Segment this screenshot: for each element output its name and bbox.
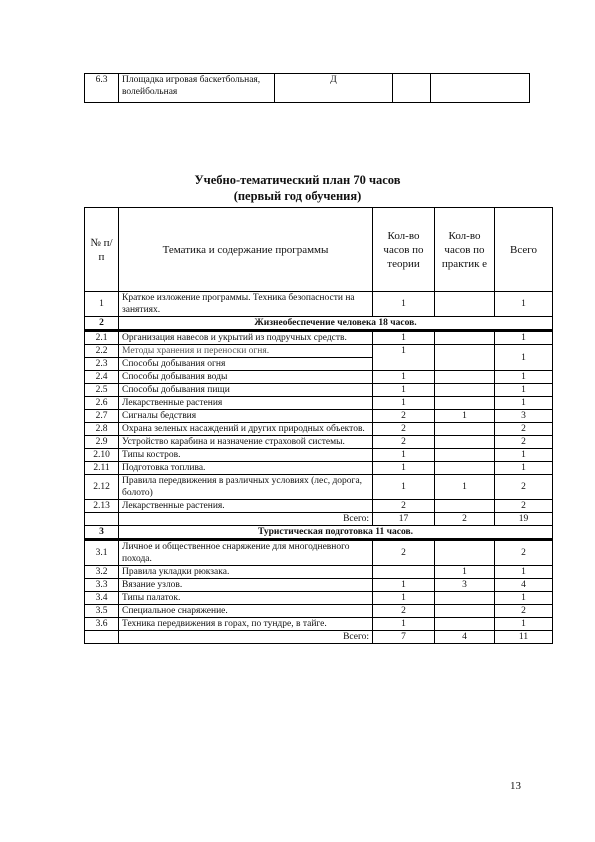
row-practice-hours <box>435 618 495 631</box>
section-number: 2 <box>85 317 119 331</box>
row-number: 6.3 <box>85 74 119 103</box>
empty-cell <box>431 74 530 103</box>
row-number: 2.5 <box>85 384 119 397</box>
row-number: 3.4 <box>85 592 119 605</box>
table-row <box>85 397 553 410</box>
row-number: 2.11 <box>85 462 119 475</box>
header-row <box>85 208 553 292</box>
table-row <box>85 371 553 384</box>
row-number: 2.9 <box>85 436 119 449</box>
row-topic: Способы добывания огня <box>119 358 373 371</box>
row-topic: Устройство карабина и назначение страховой системы. <box>119 436 373 449</box>
title-line-2: (первый год обучения) <box>233 189 362 203</box>
page-title <box>0 172 595 204</box>
row-theory-hours: 2 <box>373 500 435 513</box>
row-total-hours: 1 <box>495 331 553 345</box>
row-topic: Лекарственные растения. <box>119 500 373 513</box>
row-total-hours: 3 <box>495 410 553 423</box>
row-practice-hours <box>435 436 495 449</box>
row-total-hours: 2 <box>495 436 553 449</box>
row-number: 3.3 <box>85 579 119 592</box>
row-practice-hours <box>435 605 495 618</box>
row-total-hours: 1 <box>495 449 553 462</box>
row-topic: Организация навесов и укрытий из подручных средств. <box>119 331 373 345</box>
row-practice-hours <box>435 449 495 462</box>
row-number: 2.8 <box>85 423 119 436</box>
row-mark: Д <box>275 74 393 103</box>
row-total-hours: 2 <box>495 540 553 566</box>
total-hours: 19 <box>495 513 553 526</box>
row-number: 3.1 <box>85 540 119 566</box>
row-number: 2.7 <box>85 410 119 423</box>
row-theory-hours: 1 <box>373 449 435 462</box>
table-row <box>85 74 530 103</box>
row-topic: Техника передвижения в горах, по тундре, в тайге. <box>119 618 373 631</box>
row-number: 3.2 <box>85 566 119 579</box>
row-theory-hours: 2 <box>373 540 435 566</box>
row-practice-hours: 1 <box>435 410 495 423</box>
row-topic: Охрана зеленых насаждений и других природных объектов. <box>119 423 373 436</box>
total-label: Всего: <box>119 513 373 526</box>
row-total-hours: 1 <box>495 592 553 605</box>
section-row <box>85 317 553 331</box>
table-row <box>85 449 553 462</box>
total-row <box>85 513 553 526</box>
row-total-hours: 1 <box>495 618 553 631</box>
row-topic: Правила передвижения в различных условиях (лес, дорога, болото) <box>119 475 373 500</box>
row-topic: Краткое изложение программы. Техника безопасности на занятиях. <box>119 292 373 317</box>
table-row <box>85 331 553 345</box>
row-topic: Способы добывания пищи <box>119 384 373 397</box>
table-row <box>85 345 553 358</box>
row-total-hours: 2 <box>495 500 553 513</box>
row-practice-hours: 3 <box>435 579 495 592</box>
total-label: Всего: <box>119 631 373 644</box>
row-number: 2.10 <box>85 449 119 462</box>
row-practice-hours <box>435 384 495 397</box>
title-line-1: Учебно-тематический план 70 часов <box>194 173 401 187</box>
row-topic: Типы костров. <box>119 449 373 462</box>
table-row <box>85 475 553 500</box>
row-practice-hours <box>435 292 495 317</box>
row-theory-hours: 2 <box>373 605 435 618</box>
row-topic: Личное и общественное снаряжение для многодневного похода. <box>119 540 373 566</box>
row-practice-hours <box>435 397 495 410</box>
header-topic: Тематика и содержание программы <box>119 208 373 292</box>
row-total-hours: 1 <box>495 345 553 371</box>
row-number: 2.6 <box>85 397 119 410</box>
row-theory-hours <box>373 566 435 579</box>
section-title: Туристическая подготовка 11 часов. <box>119 526 553 540</box>
header-practice: Кол-во часов по практик е <box>435 208 495 292</box>
row-topic: Специальное снаряжение. <box>119 605 373 618</box>
row-theory-hours: 1 <box>373 462 435 475</box>
row-theory-hours: 2 <box>373 410 435 423</box>
table-row <box>85 436 553 449</box>
row-topic: Способы добывания воды <box>119 371 373 384</box>
section-row <box>85 526 553 540</box>
row-practice-hours: 1 <box>435 475 495 500</box>
row-topic: Типы палаток. <box>119 592 373 605</box>
row-number: 2.13 <box>85 500 119 513</box>
row-topic: Лекарственные растения <box>119 397 373 410</box>
section-number: 3 <box>85 526 119 540</box>
total-practice-hours: 4 <box>435 631 495 644</box>
row-topic: Подготовка топлива. <box>119 462 373 475</box>
row-theory-hours: 1 <box>373 592 435 605</box>
row-practice-hours <box>435 331 495 345</box>
table-row <box>85 618 553 631</box>
row-total-hours: 1 <box>495 371 553 384</box>
table-row <box>85 410 553 423</box>
row-theory-hours: 2 <box>373 436 435 449</box>
row-topic: Правила укладки рюкзака. <box>119 566 373 579</box>
total-theory-hours: 17 <box>373 513 435 526</box>
table-row <box>85 592 553 605</box>
row-topic: Вязание узлов. <box>119 579 373 592</box>
row-theory-hours: 1 <box>373 331 435 345</box>
table-row <box>85 462 553 475</box>
row-number: 2.1 <box>85 331 119 345</box>
header-theory: Кол-во часов по теории <box>373 208 435 292</box>
table-row <box>85 579 553 592</box>
curriculum-table <box>84 207 553 644</box>
row-total-hours: 1 <box>495 384 553 397</box>
row-practice-hours <box>435 423 495 436</box>
table-row <box>85 540 553 566</box>
row-practice-hours: 1 <box>435 566 495 579</box>
header-total: Всего <box>495 208 553 292</box>
total-hours: 11 <box>495 631 553 644</box>
row-total-hours: 1 <box>495 462 553 475</box>
row-theory-hours: 1 <box>373 397 435 410</box>
table-row <box>85 566 553 579</box>
empty-cell <box>393 74 431 103</box>
table-row <box>85 292 553 317</box>
table-row <box>85 500 553 513</box>
row-total-hours: 1 <box>495 397 553 410</box>
row-theory-hours: 1 <box>373 371 435 384</box>
row-theory-hours: 1 <box>373 475 435 500</box>
row-practice-hours <box>435 592 495 605</box>
empty-cell <box>435 345 495 371</box>
row-topic: Сигналы бедствия <box>119 410 373 423</box>
total-theory-hours: 7 <box>373 631 435 644</box>
row-topic: Методы хранения и переноски огня. <box>119 345 373 358</box>
empty-cell <box>85 631 119 644</box>
row-practice-hours <box>435 462 495 475</box>
empty-cell <box>85 513 119 526</box>
table-row <box>85 605 553 618</box>
row-total-hours: 2 <box>495 423 553 436</box>
row-practice-hours <box>435 540 495 566</box>
row-theory-hours: 1 <box>373 345 435 371</box>
page-number: 13 <box>510 780 521 792</box>
row-practice-hours <box>435 371 495 384</box>
row-total-hours: 2 <box>495 475 553 500</box>
row-total-hours: 1 <box>495 566 553 579</box>
row-number: 2.2 <box>85 345 119 358</box>
row-number: 2.3 <box>85 358 119 371</box>
header-number: № п/п <box>85 208 119 292</box>
row-total-hours: 4 <box>495 579 553 592</box>
row-topic: Площадка игровая баскетбольная, волейбольная <box>119 74 275 103</box>
row-number: 1 <box>85 292 119 317</box>
row-number: 3.5 <box>85 605 119 618</box>
continued-table <box>84 73 530 103</box>
row-theory-hours: 1 <box>373 618 435 631</box>
section-title: Жизнеобеспечение человека 18 часов. <box>119 317 553 331</box>
table-row <box>85 384 553 397</box>
row-number: 3.6 <box>85 618 119 631</box>
table-row <box>85 423 553 436</box>
row-theory-hours: 1 <box>373 579 435 592</box>
row-number: 2.12 <box>85 475 119 500</box>
row-number: 2.4 <box>85 371 119 384</box>
total-row <box>85 631 553 644</box>
row-theory-hours: 1 <box>373 384 435 397</box>
total-practice-hours: 2 <box>435 513 495 526</box>
row-theory-hours: 1 <box>373 292 435 317</box>
row-practice-hours <box>435 500 495 513</box>
row-total-hours: 2 <box>495 605 553 618</box>
row-total-hours: 1 <box>495 292 553 317</box>
row-theory-hours: 2 <box>373 423 435 436</box>
